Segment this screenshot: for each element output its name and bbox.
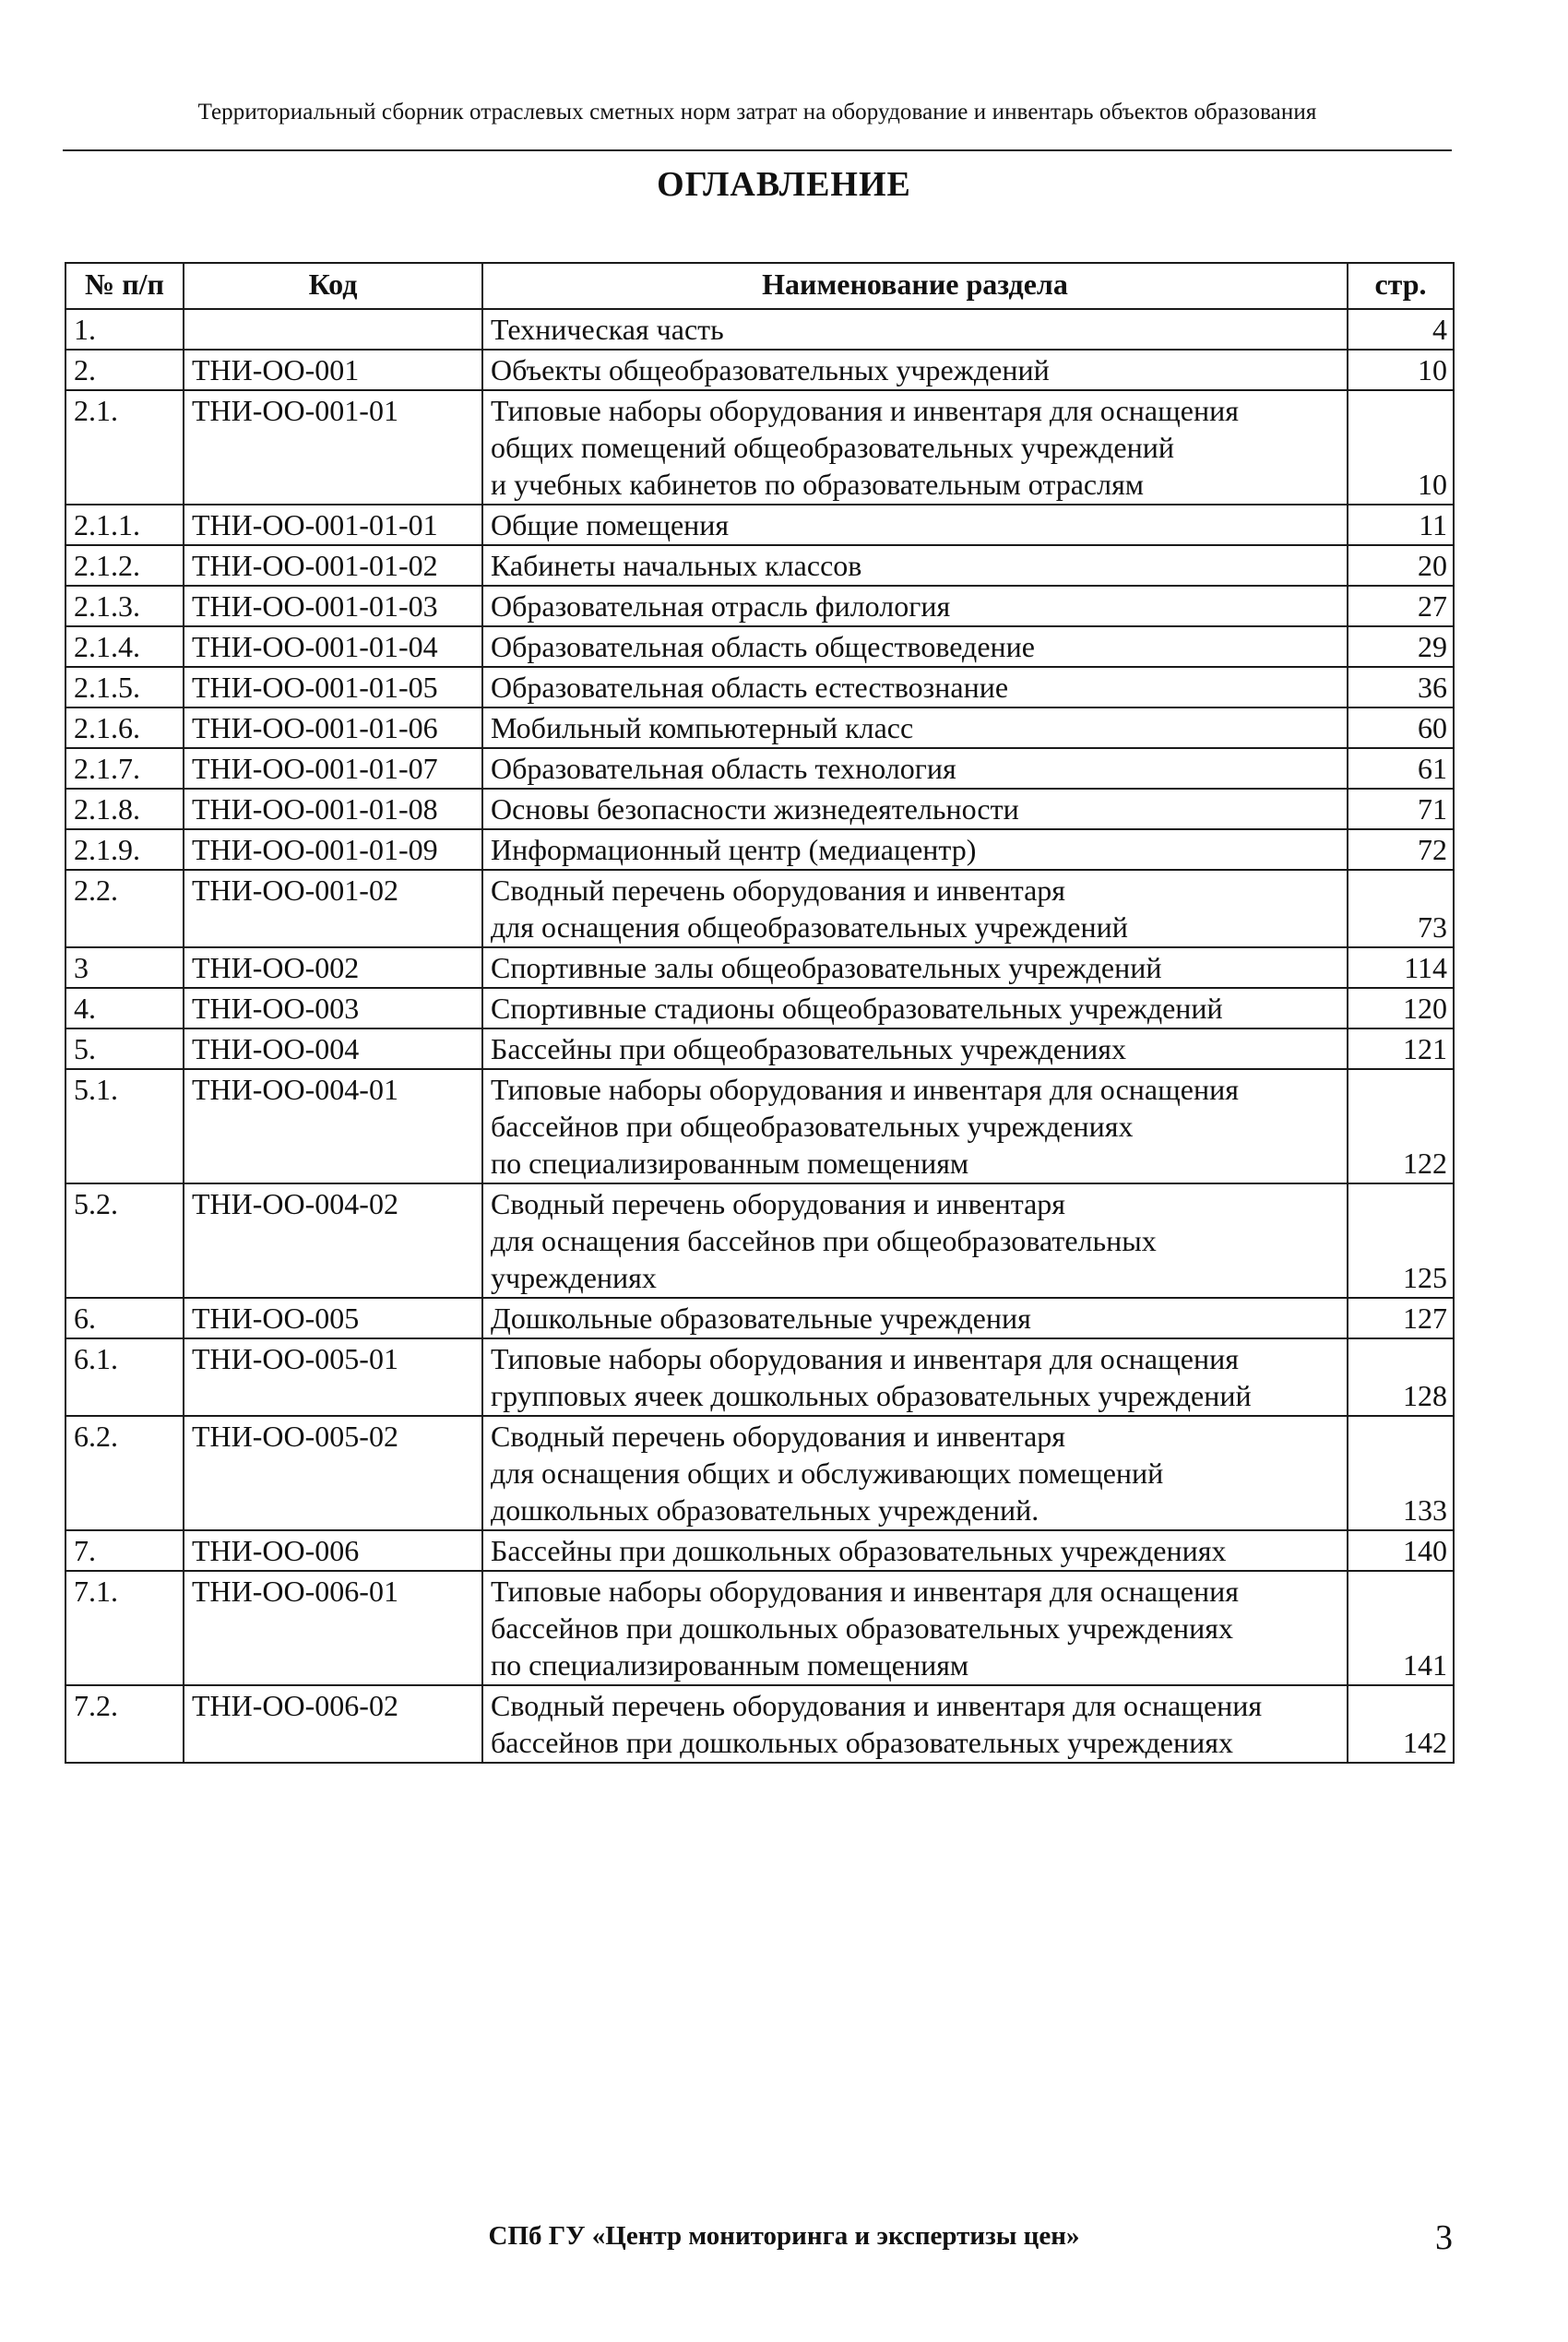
table-row bbox=[65, 1183, 1454, 1298]
row-section-name bbox=[482, 1069, 1348, 1183]
row-code bbox=[184, 309, 482, 350]
section-name-line: Образовательная отрасль филология bbox=[491, 589, 951, 623]
section-name-line: бассейнов при дошкольных образовательных учреждениях bbox=[491, 1611, 1233, 1645]
row-section-name bbox=[482, 309, 1348, 350]
section-name-line: Сводный перечень оборудования и инвентаря для оснащения bbox=[491, 1689, 1263, 1722]
row-code: ТНИ-ОО-003 bbox=[184, 988, 482, 1028]
row-page: 10 bbox=[1348, 390, 1454, 505]
row-page: 125 bbox=[1348, 1183, 1454, 1298]
row-section-name bbox=[482, 1530, 1348, 1571]
row-number: 2.1.4. bbox=[65, 626, 184, 667]
row-number: 1. bbox=[65, 309, 184, 350]
section-name-line: и учебных кабинетов по образовательным отраслям bbox=[491, 468, 1145, 501]
row-page: 128 bbox=[1348, 1338, 1454, 1416]
row-code: ТНИ-ОО-001-01 bbox=[184, 390, 482, 505]
section-name-line: Типовые наборы оборудования и инвентаря для оснащения bbox=[491, 1342, 1239, 1375]
row-code: ТНИ-ОО-006-01 bbox=[184, 1571, 482, 1685]
row-code: ТНИ-ОО-005 bbox=[184, 1298, 482, 1338]
section-name-line: Дошкольные образовательные учреждения bbox=[491, 1302, 1031, 1335]
row-number: 2.2. bbox=[65, 870, 184, 947]
row-page: 142 bbox=[1348, 1685, 1454, 1763]
table-row bbox=[65, 626, 1454, 667]
row-number: 7.1. bbox=[65, 1571, 184, 1685]
table-row bbox=[65, 829, 1454, 870]
row-code: ТНИ-ОО-005-01 bbox=[184, 1338, 482, 1416]
table-header-row bbox=[65, 263, 1454, 309]
table-row bbox=[65, 1028, 1454, 1069]
row-page: 120 bbox=[1348, 988, 1454, 1028]
table-row bbox=[65, 309, 1454, 350]
table-row bbox=[65, 586, 1454, 626]
header-divider bbox=[63, 149, 1452, 151]
row-code: ТНИ-ОО-001-02 bbox=[184, 870, 482, 947]
section-name-line: Бассейны при общеобразовательных учреждениях bbox=[491, 1032, 1126, 1065]
row-page: 114 bbox=[1348, 947, 1454, 988]
row-page: 60 bbox=[1348, 707, 1454, 748]
row-section-name bbox=[482, 1028, 1348, 1069]
row-number: 2.1.2. bbox=[65, 545, 184, 586]
section-name-line: Образовательная область обществоведение bbox=[491, 630, 1035, 663]
row-page: 29 bbox=[1348, 626, 1454, 667]
row-number: 2.1. bbox=[65, 390, 184, 505]
row-number: 2.1.6. bbox=[65, 707, 184, 748]
row-number: 3 bbox=[65, 947, 184, 988]
table-row bbox=[65, 707, 1454, 748]
row-code: ТНИ-ОО-002 bbox=[184, 947, 482, 988]
row-code: ТНИ-ОО-001-01-09 bbox=[184, 829, 482, 870]
row-code: ТНИ-ОО-001-01-04 bbox=[184, 626, 482, 667]
row-number: 2.1.7. bbox=[65, 748, 184, 789]
table-row bbox=[65, 667, 1454, 707]
row-code: ТНИ-ОО-001-01-05 bbox=[184, 667, 482, 707]
row-code: ТНИ-ОО-005-02 bbox=[184, 1416, 482, 1530]
row-number: 4. bbox=[65, 988, 184, 1028]
section-name-line: бассейнов при дошкольных образовательных учреждениях bbox=[491, 1726, 1233, 1759]
row-number: 2. bbox=[65, 350, 184, 390]
section-name-line: Мобильный компьютерный класс bbox=[491, 711, 914, 744]
row-number: 2.1.9. bbox=[65, 829, 184, 870]
row-section-name bbox=[482, 789, 1348, 829]
section-name-line: Общие помещения bbox=[491, 508, 730, 541]
row-page: 72 bbox=[1348, 829, 1454, 870]
table-row bbox=[65, 1571, 1454, 1685]
row-section-name bbox=[482, 1685, 1348, 1763]
table-of-contents bbox=[65, 262, 1455, 1764]
row-page: 140 bbox=[1348, 1530, 1454, 1571]
row-number: 7. bbox=[65, 1530, 184, 1571]
row-section-name bbox=[482, 1416, 1348, 1530]
section-name-line: Типовые наборы оборудования и инвентаря для оснащения bbox=[491, 394, 1239, 427]
section-name-line: Кабинеты начальных классов bbox=[491, 549, 862, 582]
row-number: 5.2. bbox=[65, 1183, 184, 1298]
row-code: ТНИ-ОО-001 bbox=[184, 350, 482, 390]
row-page: 73 bbox=[1348, 870, 1454, 947]
section-name-line: по специализированным помещениям bbox=[491, 1147, 969, 1180]
table-row bbox=[65, 1530, 1454, 1571]
row-page: 121 bbox=[1348, 1028, 1454, 1069]
row-code: ТНИ-ОО-001-01-06 bbox=[184, 707, 482, 748]
row-page: 61 bbox=[1348, 748, 1454, 789]
table-row bbox=[65, 870, 1454, 947]
column-header-section-name: Наименование раздела bbox=[482, 263, 1348, 309]
section-name-line: Спортивные залы общеобразовательных учреждений bbox=[491, 951, 1162, 984]
row-page: 36 bbox=[1348, 667, 1454, 707]
table-row bbox=[65, 1069, 1454, 1183]
row-number: 2.1.8. bbox=[65, 789, 184, 829]
column-header-page: стр. bbox=[1348, 263, 1454, 309]
row-section-name bbox=[482, 988, 1348, 1028]
row-code: ТНИ-ОО-004-01 bbox=[184, 1069, 482, 1183]
section-name-line: Техническая часть bbox=[491, 313, 724, 346]
section-name-line: Информационный центр (медиацентр) bbox=[491, 833, 977, 866]
section-name-line: Образовательная область технология bbox=[491, 752, 956, 785]
row-page: 133 bbox=[1348, 1416, 1454, 1530]
section-name-line: учреждениях bbox=[491, 1261, 657, 1294]
row-code: ТНИ-ОО-004 bbox=[184, 1028, 482, 1069]
row-section-name bbox=[482, 947, 1348, 988]
row-code: ТНИ-ОО-001-01-01 bbox=[184, 505, 482, 545]
row-section-name bbox=[482, 1183, 1348, 1298]
row-number: 2.1.3. bbox=[65, 586, 184, 626]
row-number: 6.2. bbox=[65, 1416, 184, 1530]
row-section-name bbox=[482, 870, 1348, 947]
table-row bbox=[65, 947, 1454, 988]
row-section-name bbox=[482, 1338, 1348, 1416]
row-page: 141 bbox=[1348, 1571, 1454, 1685]
row-number: 7.2. bbox=[65, 1685, 184, 1763]
table-row bbox=[65, 789, 1454, 829]
row-page: 71 bbox=[1348, 789, 1454, 829]
section-name-line: Типовые наборы оборудования и инвентаря для оснащения bbox=[491, 1073, 1239, 1106]
section-name-line: Бассейны при дошкольных образовательных учреждениях bbox=[491, 1534, 1227, 1567]
row-section-name bbox=[482, 667, 1348, 707]
row-section-name bbox=[482, 1298, 1348, 1338]
row-section-name bbox=[482, 1571, 1348, 1685]
section-name-line: Сводный перечень оборудования и инвентаря bbox=[491, 874, 1065, 907]
row-section-name bbox=[482, 707, 1348, 748]
section-name-line: для оснащения бассейнов при общеобразовательных bbox=[491, 1224, 1157, 1257]
row-section-name bbox=[482, 829, 1348, 870]
table-row bbox=[65, 1298, 1454, 1338]
row-section-name bbox=[482, 545, 1348, 586]
column-header-number: № п/п bbox=[65, 263, 184, 309]
section-name-line: Сводный перечень оборудования и инвентаря bbox=[491, 1187, 1065, 1220]
footer-organization: СПб ГУ «Центр мониторинга и экспертизы цен» bbox=[488, 2221, 1080, 2251]
row-page: 122 bbox=[1348, 1069, 1454, 1183]
section-name-line: Основы безопасности жизнедеятельности bbox=[491, 792, 1019, 826]
row-code: ТНИ-ОО-001-01-08 bbox=[184, 789, 482, 829]
row-number: 6.1. bbox=[65, 1338, 184, 1416]
page-title: ОГЛАВЛЕНИЕ bbox=[657, 165, 911, 204]
table-row bbox=[65, 1338, 1454, 1416]
table-row bbox=[65, 350, 1454, 390]
row-page: 4 bbox=[1348, 309, 1454, 350]
table-row bbox=[65, 545, 1454, 586]
section-name-line: Типовые наборы оборудования и инвентаря для оснащения bbox=[491, 1575, 1239, 1608]
section-name-line: по специализированным помещениям bbox=[491, 1648, 969, 1682]
row-number: 5.1. bbox=[65, 1069, 184, 1183]
section-name-line: групповых ячеек дошкольных образовательных учреждений bbox=[491, 1379, 1252, 1412]
row-number: 2.1.1. bbox=[65, 505, 184, 545]
row-section-name bbox=[482, 390, 1348, 505]
section-name-line: для оснащения общеобразовательных учреждений bbox=[491, 910, 1128, 944]
row-code: ТНИ-ОО-001-01-03 bbox=[184, 586, 482, 626]
row-section-name bbox=[482, 350, 1348, 390]
row-code: ТНИ-ОО-006 bbox=[184, 1530, 482, 1571]
section-name-line: Образовательная область естествознание bbox=[491, 671, 1009, 704]
row-page: 10 bbox=[1348, 350, 1454, 390]
table-row bbox=[65, 390, 1454, 505]
running-header: Территориальный сборник отраслевых сметных норм затрат на оборудование и инвентарь объектов образования bbox=[197, 100, 1317, 125]
row-section-name bbox=[482, 586, 1348, 626]
section-name-line: общих помещений общеобразовательных учреждений bbox=[491, 431, 1174, 464]
table-row bbox=[65, 1416, 1454, 1530]
row-number: 6. bbox=[65, 1298, 184, 1338]
section-name-line: Спортивные стадионы общеобразовательных учреждений bbox=[491, 992, 1223, 1025]
section-name-line: бассейнов при общеобразовательных учреждениях bbox=[491, 1110, 1134, 1143]
row-number: 5. bbox=[65, 1028, 184, 1069]
section-name-line: Сводный перечень оборудования и инвентаря bbox=[491, 1420, 1065, 1453]
row-code: ТНИ-ОО-001-01-07 bbox=[184, 748, 482, 789]
row-section-name bbox=[482, 748, 1348, 789]
row-code: ТНИ-ОО-004-02 bbox=[184, 1183, 482, 1298]
row-number: 2.1.5. bbox=[65, 667, 184, 707]
row-page: 20 bbox=[1348, 545, 1454, 586]
row-code: ТНИ-ОО-001-01-02 bbox=[184, 545, 482, 586]
table-row bbox=[65, 988, 1454, 1028]
table-row bbox=[65, 505, 1454, 545]
column-header-code: Код bbox=[184, 263, 482, 309]
table-row bbox=[65, 1685, 1454, 1763]
row-section-name bbox=[482, 505, 1348, 545]
table-row bbox=[65, 748, 1454, 789]
page-number: 3 bbox=[1435, 2218, 1453, 2257]
row-code: ТНИ-ОО-006-02 bbox=[184, 1685, 482, 1763]
row-page: 127 bbox=[1348, 1298, 1454, 1338]
row-page: 11 bbox=[1348, 505, 1454, 545]
row-section-name bbox=[482, 626, 1348, 667]
row-page: 27 bbox=[1348, 586, 1454, 626]
section-name-line: для оснащения общих и обслуживающих помещений bbox=[491, 1456, 1164, 1490]
section-name-line: Объекты общеобразовательных учреждений bbox=[491, 353, 1050, 386]
table-body bbox=[65, 309, 1454, 1763]
section-name-line: дошкольных образовательных учреждений. bbox=[491, 1493, 1039, 1527]
